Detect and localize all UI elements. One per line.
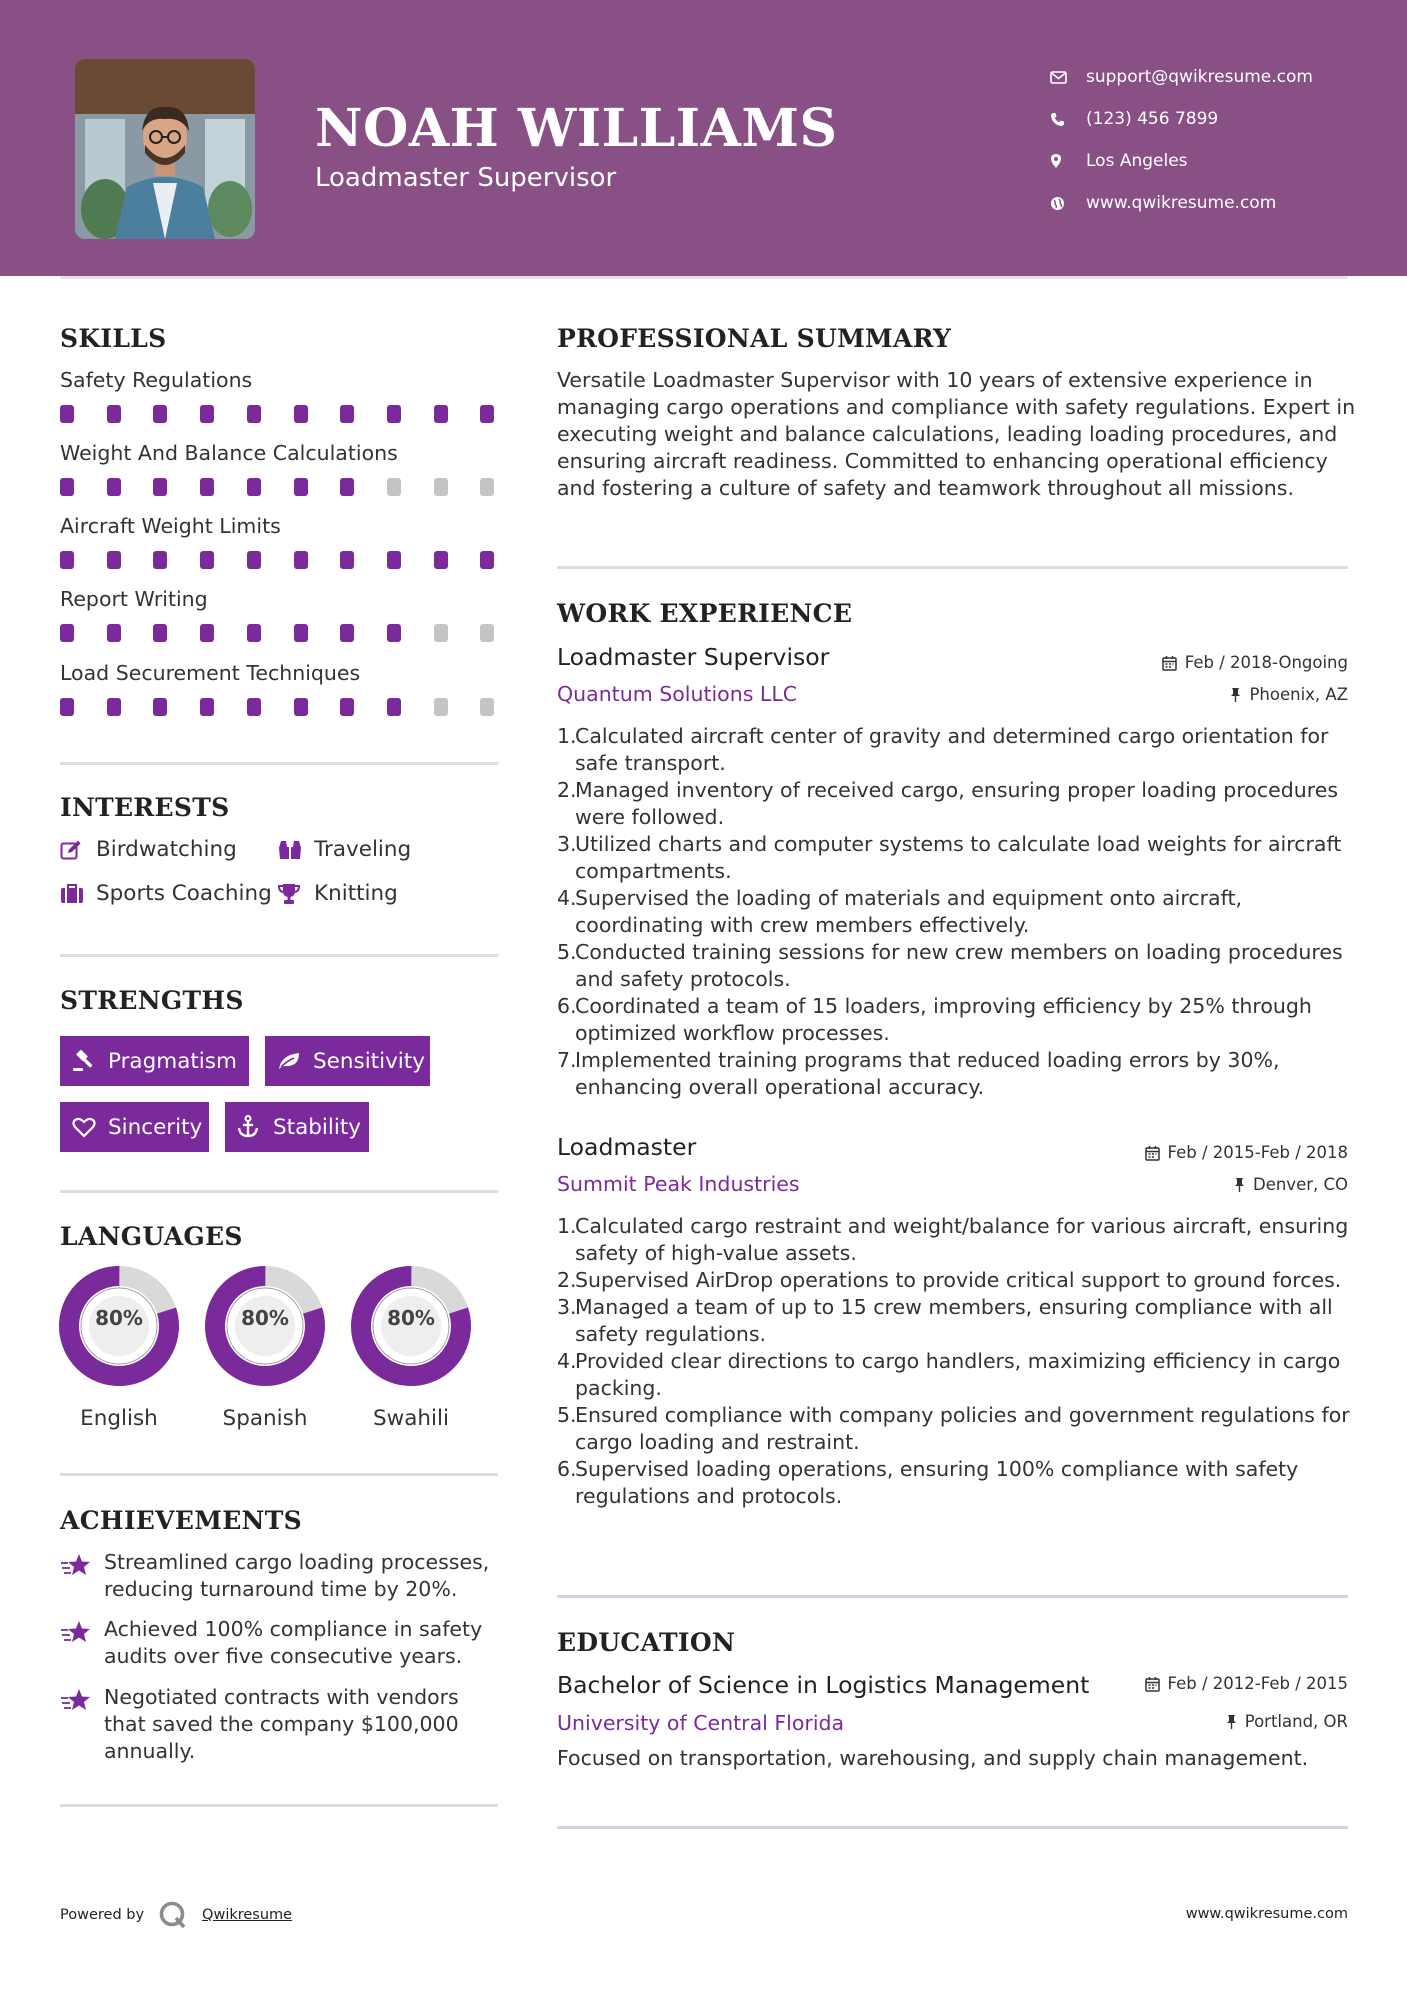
job-bullet-text: Calculated aircraft center of gravity and determined cargo orientation for safe transport. — [575, 724, 1329, 775]
job-location — [1234, 1175, 1348, 1194]
language-name: Swahili — [373, 1406, 449, 1431]
job-bullet: 6. Supervised loading operations, ensuring 100% compliance with safety regulations and protocols. — [557, 1456, 1357, 1510]
calendar-icon — [1162, 655, 1177, 671]
skill-dot-filled — [153, 405, 167, 423]
briefcase-icon — [60, 883, 96, 905]
section-divider — [557, 1826, 1348, 1829]
job-company: Summit Peak Industries — [557, 1172, 800, 1196]
job-bullet: 3. Managed a team of up to 15 crew members, ensuring compliance with all safety regulations. — [557, 1294, 1357, 1348]
skill-rating — [60, 698, 498, 716]
contact-phone[interactable] — [1050, 98, 1380, 140]
skill-dot-empty — [434, 624, 448, 642]
education-description: Focused on transportation, warehousing, and supply chain management. — [557, 1746, 1309, 1770]
job-bullet-text: Ensured compliance with company policies and government regulations for cargo loading and restraint. — [575, 1403, 1350, 1454]
job-bullet: 5. Conducted training sessions for new crew members on loading procedures and safety protocols. — [557, 939, 1357, 993]
contact-list — [1050, 56, 1380, 224]
section-divider — [60, 954, 498, 957]
skill-dot-filled — [340, 551, 354, 569]
experience-title: WORK EXPERIENCE — [557, 599, 853, 628]
job-date-text: Feb / 2015-Feb / 2018 — [1167, 1143, 1348, 1162]
strength-label: Pragmatism — [108, 1048, 237, 1074]
skill-dot-empty — [480, 624, 494, 642]
job-date — [1162, 653, 1348, 672]
skill-dot-filled — [480, 551, 494, 569]
skill-dot-empty — [387, 478, 401, 496]
job-bullet-text: Managed a team of up to 15 crew members, ensuring compliance with all safety regulations. — [575, 1295, 1333, 1346]
skill-dot-filled — [340, 698, 354, 716]
interest-item — [278, 881, 398, 906]
skill-dot-filled — [247, 624, 261, 642]
job-bullet: 2. Managed inventory of received cargo, ensuring proper loading procedures were followed. — [557, 777, 1357, 831]
calendar-icon — [1145, 1676, 1160, 1692]
phone-icon — [1050, 112, 1086, 127]
skill-dot-filled — [153, 624, 167, 642]
skill-dot-filled — [294, 551, 308, 569]
skill-rating — [60, 478, 498, 496]
skill-dot-filled — [247, 551, 261, 569]
summary-title: PROFESSIONAL SUMMARY — [557, 324, 952, 353]
skill-dot-filled — [107, 405, 121, 423]
job-bullet: 1. Calculated cargo restraint and weight/balance for various aircraft, ensuring safety of high-value assets. — [557, 1213, 1357, 1267]
skill-dot-filled — [294, 405, 308, 423]
interest-item — [60, 837, 237, 862]
strengths-title: STRENGTHS — [60, 986, 244, 1015]
strength-badge — [265, 1036, 430, 1086]
job-bullet: 2. Supervised AirDrop operations to provide critical support to ground forces. — [557, 1268, 1342, 1292]
skill-dot-filled — [434, 405, 448, 423]
job-bullet: 6. Coordinated a team of 15 loaders, improving efficiency by 25% through optimized workflow processes. — [557, 993, 1357, 1047]
education-title: EDUCATION — [557, 1628, 736, 1657]
skill-dot-filled — [247, 478, 261, 496]
pushpin-icon — [1234, 1177, 1245, 1193]
education-school: University of Central Florida — [557, 1711, 845, 1735]
skill-dot-empty — [434, 698, 448, 716]
summary-text: Versatile Loadmaster Supervisor with 10 years of extensive experience in managing cargo operations and compliance with safety regulations. Expert in executing weight and balance calculations, leading loading procedures, and ensuring aircraft readiness. Committed to enhancing operational efficiency and fostering a culture of safety and teamwork throughout all missions. — [557, 368, 1356, 500]
powered-by-label: Powered by — [60, 1907, 145, 1923]
profile-photo — [75, 59, 255, 239]
language-percent: 80% — [387, 1306, 435, 1330]
job-bullet-text: Supervised loading operations, ensuring 100% compliance with safety regulations and protocols. — [575, 1457, 1299, 1508]
gavel-icon — [72, 1050, 108, 1072]
skill-dot-filled — [200, 478, 214, 496]
skill-dot-empty — [480, 478, 494, 496]
star-icon — [60, 1616, 104, 1670]
job-bullet-text: Supervised the loading of materials and equipment onto aircraft, coordinating with crew members effectively. — [575, 886, 1243, 937]
skill-label: Report Writing — [60, 587, 208, 611]
job-location-text: Phoenix, AZ — [1249, 685, 1348, 704]
pushpin-icon — [1230, 687, 1241, 703]
interest-label: Sports Coaching — [96, 881, 272, 906]
interest-item — [60, 881, 272, 906]
star-icon — [60, 1549, 104, 1603]
skill-label: Load Securement Techniques — [60, 661, 361, 685]
job-bullet: 4. Provided clear directions to cargo handlers, maximizing efficiency in cargo packing. — [557, 1348, 1357, 1402]
interest-item — [278, 837, 411, 862]
star-icon — [60, 1684, 104, 1765]
skill-dot-filled — [153, 478, 167, 496]
skill-dot-filled — [200, 405, 214, 423]
interest-label: Birdwatching — [96, 837, 237, 862]
interest-label: Knitting — [314, 881, 398, 906]
education-date — [1145, 1674, 1348, 1693]
job-location-text: Denver, CO — [1252, 1175, 1348, 1194]
job-date-text: Feb / 2018-Ongoing — [1184, 653, 1348, 672]
footer-website[interactable]: www.qwikresume.com — [1185, 1906, 1348, 1922]
language-name: Spanish — [222, 1406, 308, 1431]
achievement-item — [60, 1684, 500, 1765]
globe-icon — [1050, 196, 1086, 211]
map-pin-icon — [1050, 153, 1086, 169]
achievement-item — [60, 1549, 510, 1603]
skill-dot-filled — [387, 551, 401, 569]
education-degree: Bachelor of Science in Logistics Management — [557, 1671, 1090, 1699]
job-company: Quantum Solutions LLC — [557, 682, 798, 706]
job-bullet-text: Implemented training programs that reduced loading errors by 30%, enhancing overall operational accuracy. — [575, 1048, 1280, 1099]
strength-badge — [60, 1102, 209, 1152]
skills-title: SKILLS — [60, 324, 167, 353]
skill-dot-filled — [247, 698, 261, 716]
skill-dot-filled — [294, 478, 308, 496]
job-bullet-text: Provided clear directions to cargo handlers, maximizing efficiency in cargo packing. — [575, 1349, 1341, 1400]
skill-dot-filled — [434, 551, 448, 569]
job-bullet-text: Calculated cargo restraint and weight/balance for various aircraft, ensuring safety of high-value assets. — [575, 1214, 1349, 1265]
job-bullet-text: Managed inventory of received cargo, ensuring proper loading procedures were followed. — [575, 778, 1338, 829]
skill-dot-filled — [294, 698, 308, 716]
job-bullet: 7. Implemented training programs that reduced loading errors by 30%, enhancing overall operational accuracy. — [557, 1047, 1357, 1101]
achievement-item — [60, 1616, 510, 1670]
section-divider — [60, 1473, 498, 1476]
heart-icon — [72, 1117, 108, 1138]
skill-dot-filled — [480, 405, 494, 423]
anchor-icon — [237, 1115, 273, 1139]
contact-website[interactable] — [1050, 182, 1380, 224]
achievement-text: Achieved 100% compliance in safety audits over five consecutive years. — [104, 1617, 483, 1668]
leaf-icon — [277, 1051, 313, 1071]
skill-label: Weight And Balance Calculations — [60, 441, 398, 465]
skill-dot-filled — [107, 698, 121, 716]
job-bullet: 5. Ensured compliance with company policies and government regulations for cargo loading and restraint. — [557, 1402, 1357, 1456]
skill-dot-filled — [387, 698, 401, 716]
job-bullet: 1. Calculated aircraft center of gravity and determined cargo orientation for safe transport. — [557, 723, 1357, 777]
strength-label: Sincerity — [108, 1114, 203, 1140]
interests-title: INTERESTS — [60, 793, 230, 822]
language-percent: 80% — [95, 1306, 143, 1330]
calendar-icon — [1145, 1145, 1160, 1161]
strength-badge — [60, 1036, 249, 1086]
pushpin-icon — [1226, 1714, 1237, 1730]
job-bullet-text: Coordinated a team of 15 loaders, improving efficiency by 25% through optimized workflow processes. — [575, 994, 1312, 1045]
binoculars-icon — [278, 839, 314, 861]
skill-dot-filled — [60, 405, 74, 423]
skill-dot-filled — [340, 478, 354, 496]
skill-dot-filled — [200, 551, 214, 569]
contact-location — [1050, 140, 1380, 182]
skill-dot-filled — [340, 624, 354, 642]
language-item — [57, 1264, 181, 1431]
skill-dot-filled — [247, 405, 261, 423]
contact-email-text: support@qwikresume.com — [1086, 67, 1313, 87]
interest-label: Traveling — [314, 837, 412, 862]
skill-dot-filled — [387, 624, 401, 642]
contact-phone-text: (123) 456 7899 — [1086, 109, 1219, 129]
strength-label: Stability — [273, 1114, 361, 1140]
skill-dot-filled — [200, 698, 214, 716]
job-bullet-text: Conducted training sessions for new crew members on loading procedures and safety protocols. — [575, 940, 1343, 991]
section-divider — [60, 1804, 498, 1807]
job-bullets — [557, 1213, 1357, 1510]
job-bullet: 4. Supervised the loading of materials and equipment onto aircraft, coordinating with crew members effectively. — [557, 885, 1357, 939]
job-bullets — [557, 723, 1357, 1101]
education-location — [1226, 1712, 1348, 1731]
contact-email[interactable] — [1050, 56, 1380, 98]
skill-rating — [60, 405, 498, 423]
education-location-text: Portland, OR — [1244, 1712, 1348, 1731]
job-date — [1145, 1143, 1348, 1162]
skill-dot-filled — [107, 551, 121, 569]
skill-dot-filled — [153, 698, 167, 716]
skill-dot-filled — [107, 624, 121, 642]
skill-label: Aircraft Weight Limits — [60, 514, 281, 538]
languages-title: LANGUAGES — [60, 1222, 243, 1251]
language-percent: 80% — [241, 1306, 289, 1330]
skill-dot-filled — [107, 478, 121, 496]
job-bullet: 3. Utilized charts and computer systems to calculate load weights for aircraft compartments. — [557, 831, 1357, 885]
skill-dot-filled — [60, 551, 74, 569]
job-title: Loadmaster Supervisor — [557, 643, 830, 671]
contact-website-text: www.qwikresume.com — [1086, 193, 1277, 213]
skill-rating — [60, 551, 498, 569]
language-name: English — [80, 1406, 158, 1431]
language-item — [349, 1264, 473, 1431]
skill-rating — [60, 624, 498, 642]
job-bullet-text: Utilized charts and computer systems to calculate load weights for aircraft compartments. — [575, 832, 1342, 883]
language-item — [203, 1264, 327, 1431]
skill-dot-filled — [153, 551, 167, 569]
footer-powered-by — [60, 1900, 292, 1930]
candidate-name: NOAH WILLIAMS — [315, 98, 838, 159]
skill-dot-filled — [340, 405, 354, 423]
skill-dot-filled — [294, 624, 308, 642]
job-bullet-text: Supervised AirDrop operations to provide critical support to ground forces. — [575, 1268, 1342, 1292]
section-divider — [60, 1190, 498, 1193]
achievement-text: Streamlined cargo loading processes, reducing turnaround time by 20%. — [104, 1550, 490, 1601]
trophy-icon — [278, 883, 314, 905]
skill-dot-filled — [200, 624, 214, 642]
section-divider — [557, 566, 1348, 569]
section-divider — [60, 762, 498, 765]
qwikresume-link[interactable]: Qwikresume — [202, 1907, 293, 1923]
education-date-text: Feb / 2012-Feb / 2015 — [1167, 1674, 1348, 1693]
strength-label: Sensitivity — [313, 1048, 425, 1074]
contact-location-text: Los Angeles — [1086, 151, 1188, 171]
skill-dot-filled — [60, 698, 74, 716]
skill-dot-filled — [60, 624, 74, 642]
candidate-role: Loadmaster Supervisor — [315, 163, 617, 193]
section-divider — [557, 1595, 1348, 1598]
job-location — [1230, 685, 1348, 704]
skill-label: Safety Regulations — [60, 368, 253, 392]
envelope-icon — [1050, 71, 1086, 84]
skill-dot-empty — [480, 698, 494, 716]
resume-header — [0, 0, 1407, 276]
skill-dot-filled — [387, 405, 401, 423]
header-divider — [60, 276, 1348, 279]
achievements-title: ACHIEVEMENTS — [60, 1506, 302, 1535]
qwikresume-logo-icon — [158, 1900, 188, 1930]
strength-badge — [225, 1102, 369, 1152]
skill-dot-filled — [60, 478, 74, 496]
skill-dot-empty — [434, 478, 448, 496]
job-title: Loadmaster — [557, 1133, 697, 1161]
edit-icon — [60, 840, 96, 860]
achievement-text: Negotiated contracts with vendors that saved the company $100,000 annually. — [104, 1685, 459, 1763]
